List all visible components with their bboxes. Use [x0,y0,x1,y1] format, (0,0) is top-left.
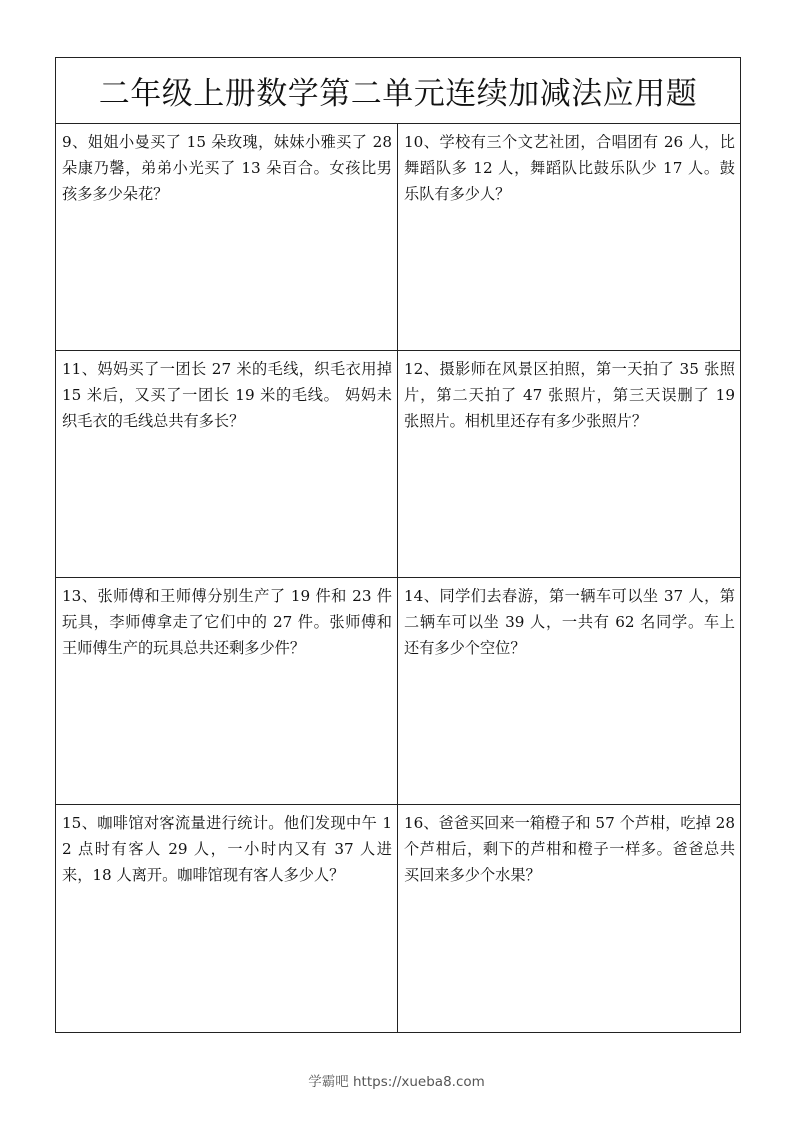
question-10-text: 10、学校有三个文艺社团，合唱团有 26 人，比舞蹈队多 12 人，舞蹈队比鼓乐队少 17 人。鼓乐队有多少人？ [404,133,735,203]
question-13-text: 13、张师傅和王师傅分别生产了 19 件和 23 件玩具，李师傅拿走了它们中的 27 件。张师傅和王师傅生产的玩具总共还剩多少件？ [62,587,392,657]
question-cell-10 [398,124,740,351]
question-14-text: 14、同学们去春游，第一辆车可以坐 37 人，第二辆车可以坐 39 人，一共有 62 名同学。车上还有多少个空位？ [404,587,735,657]
question-cell-14 [398,578,740,805]
question-cell-11 [56,351,398,578]
worksheet [55,57,741,1033]
question-cell-15 [56,805,398,1032]
title-bar [56,58,740,124]
question-cell-12 [398,351,740,578]
question-cell-9 [56,124,398,351]
question-grid [56,124,740,1032]
question-cell-16 [398,805,740,1032]
question-cell-13 [56,578,398,805]
question-16-text: 16、爸爸买回来一箱橙子和 57 个芦柑，吃掉 28 个芦柑后，剩下的芦柑和橙子一样多。爸爸总共买回来多少个水果？ [404,814,735,884]
question-11-text: 11、妈妈买了一团长 27 米的毛线，织毛衣用掉 15 米后，又买了一团长 19 米的毛线。 妈妈未织毛衣的毛线总共有多长？ [62,360,392,430]
question-15-text: 15、咖啡馆对客流量进行统计。他们发现中午 12 点时有客人 29 人，一小时内又有 37 人进来，18 人离开。咖啡馆现有客人多少人？ [62,814,392,884]
question-9-text: 9、姐姐小曼买了 15 朵玫瑰，妹妹小雅买了 28 朵康乃馨，弟弟小光买了 13 朵百合。女孩比男孩多多少朵花？ [62,133,392,203]
footer-watermark: 学霸吧 https://xueba8.com [308,1074,485,1090]
question-12-text: 12、摄影师在风景区拍照，第一天拍了 35 张照片，第二天拍了 47 张照片，第三天误删了 19 张照片。相机里还存有多少张照片？ [404,360,735,430]
page-title: 二年级上册数学第二单元连续加减法应用题 [98,76,698,112]
